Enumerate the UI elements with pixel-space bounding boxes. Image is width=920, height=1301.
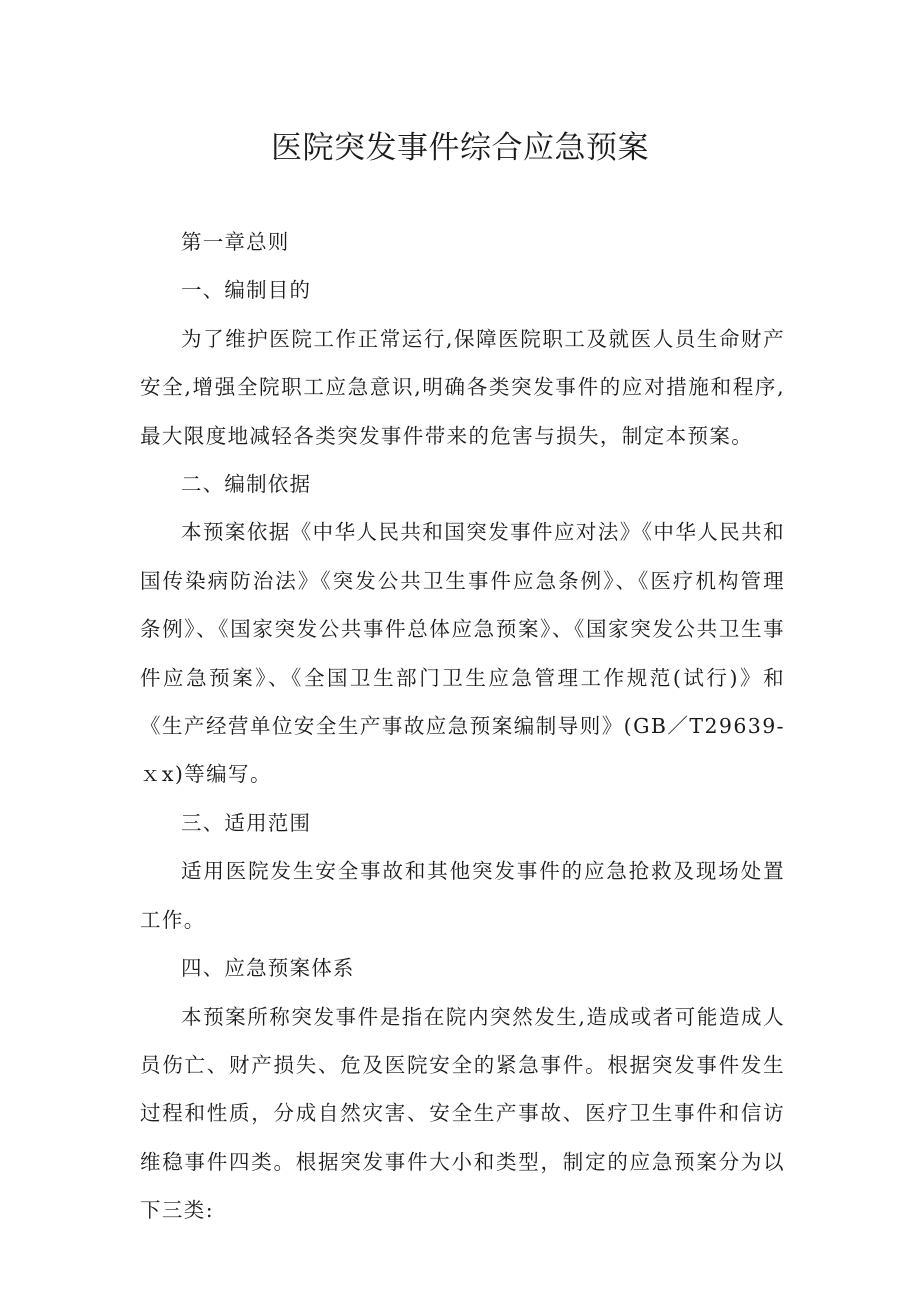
document-body: [140, 218, 785, 1235]
section-heading-purpose: 一、编制目的: [181, 278, 312, 303]
section-heading-scope: 三、适用范围: [181, 810, 312, 835]
paragraph-system: 本预案所称突发事件是指在院内突然发生,造成或者可能造成人员伤亡、财产损失、危及医院安全的紧急事件。根据突发事件发生过程和性质，分成自然灾害、安全生产事故、医疗卫生事件和信访维稳事件四类。根据突发事件大小和类型，制定的应急预案分为以下三类:: [140, 1004, 785, 1223]
document-title: 医院突发事件综合应急预案: [271, 130, 649, 166]
section-heading-basis: 二、编制依据: [181, 472, 312, 497]
paragraph-basis: 本预案依据《中华人民共和国突发事件应对法》《中华人民共和国传染病防治法》《突发公共卫生事件应急条例》、《医疗机构管理条例》、《国家突发公共事件总体应急预案》、《国家突发公共卫生事件应急预案》、《全国卫生部门卫生应急管理工作规范(试行)》和《生产经营单位安全生产事故应急预案编制导则》(GB／T29639-ｘx)等编写。: [140, 520, 785, 787]
section-heading-system: 四、应急预案体系: [181, 956, 355, 981]
paragraph-purpose: 为了维护医院工作正常运行,保障医院职工及就医人员生命财产安全,增强全院职工应急意识,明确各类突发事件的应对措施和程序,最大限度地减轻各类突发事件带来的危害与损失，制定本预案。: [140, 326, 785, 448]
chapter-heading: 第一章总则: [181, 230, 290, 254]
paragraph-scope: 适用医院发生安全事故和其他突发事件的应急抢救及现场处置工作。: [140, 859, 785, 932]
